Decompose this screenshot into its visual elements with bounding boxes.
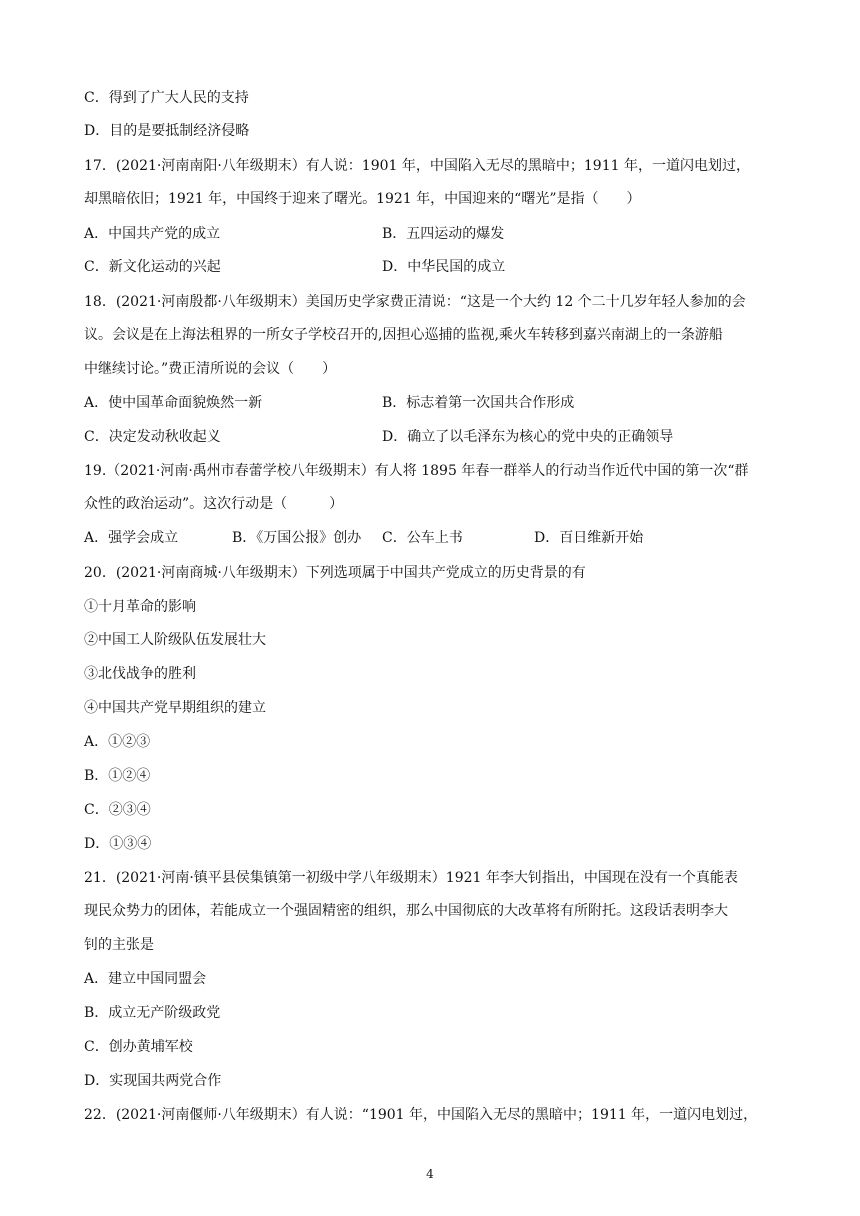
q18-stem-line3: 中继续讨论。”费正清所说的会议（ ） bbox=[84, 361, 337, 377]
page-number: 4 bbox=[426, 1167, 434, 1181]
q18-stem-line2: 议。会议是在上海法租界的一所女子学校召开的,因担心巡捕的监视,乘火车转移到嘉兴南湖上的一条游船 bbox=[84, 327, 723, 343]
q18-option-b: B．标志着第一次国共合作形成 bbox=[382, 395, 575, 411]
q17-option-d: D．中华民国的成立 bbox=[382, 259, 506, 275]
q21-stem-line2: 现民众势力的团体，若能成立一个强固精密的组织，那么中国彻底的大改革将有所附托。这段话表明李大 bbox=[84, 903, 728, 919]
q20-stem: 20．(2021·河南商城·八年级期末）下列选项属于中国共产党成立的历史背景的有 bbox=[84, 565, 586, 581]
q19-option-a: A．强学会成立 bbox=[84, 530, 179, 546]
q19-options-row bbox=[84, 528, 780, 548]
q16-option-c: C．得到了广大人民的支持 bbox=[84, 90, 249, 106]
q19-stem-line1: 19.（2021·河南·禹州市春蕾学校八年级期末）有人将 1895 年春一群举人的行动当作近代中国的第一次“群 bbox=[84, 463, 749, 479]
q18-option-c: C．决定发动秋收起义 bbox=[84, 429, 221, 445]
q17-stem-line1: 17．(2021·河南南阳·八年级期末）有人说：1901 年，中国陷入无尽的黑暗中；1911 年，一道闪电划过， bbox=[84, 158, 750, 174]
q17-option-b: B．五四运动的爆发 bbox=[382, 226, 505, 242]
q20-option-d: D．①③④ bbox=[84, 836, 152, 852]
q17-option-c: C．新文化运动的兴起 bbox=[84, 259, 221, 275]
q21-stem-line1: 21．(2021·河南·镇平县侯集镇第一初级中学八年级期末）1921 年李大钊指出，中国现在没有一个真能表 bbox=[84, 870, 738, 886]
q19-option-d: D．百日维新开始 bbox=[534, 530, 644, 546]
q21-option-a: A．建立中国同盟会 bbox=[84, 971, 207, 987]
q20-option-a: A．①②③ bbox=[84, 734, 151, 750]
q21-option-b: B．成立无产阶级政党 bbox=[84, 1005, 221, 1021]
q21-option-d: D．实现国共两党合作 bbox=[84, 1073, 222, 1089]
q16-option-d: D．目的是要抵制经济侵略 bbox=[84, 123, 250, 139]
q21-option-c: C．创办黄埔军校 bbox=[84, 1039, 193, 1055]
q20-item-4: ④中国共产党早期组织的建立 bbox=[84, 700, 266, 716]
q17-options-row1 bbox=[84, 224, 780, 244]
q20-option-b: B．①②④ bbox=[84, 768, 151, 784]
q19-stem-line2: 众性的政治运动”。这次行动是（ ） bbox=[84, 496, 344, 512]
q19-option-b: B．《万国公报》创办 bbox=[232, 530, 362, 546]
q19-option-c: C．公车上书 bbox=[382, 530, 463, 546]
q18-options-row2 bbox=[84, 427, 780, 447]
q20-item-2: ②中国工人阶级队伍发展壮大 bbox=[84, 632, 266, 648]
q21-stem-line3: 钊的主张是 bbox=[84, 937, 154, 953]
q17-stem-line2: 却黑暗依旧；1921 年，中国终于迎来了曙光。1921 年，中国迎来的“曙光”是指（ ） bbox=[84, 191, 641, 207]
q22-stem-line1: 22．(2021·河南偃师·八年级期末）有人说：“1901 年，中国陷入无尽的黑暗中；1911 年，一道闪电划过， bbox=[84, 1107, 758, 1123]
q20-option-c: C．②③④ bbox=[84, 802, 151, 818]
q18-option-a: A．使中国革命面貌焕然一新 bbox=[84, 395, 263, 411]
q18-stem-line1: 18．(2021·河南殷都·八年级期末）美国历史学家费正清说：“这是一个大约 12 个二十几岁年轻人参加的会 bbox=[84, 294, 746, 310]
q18-option-d: D．确立了以毛泽东为核心的党中央的正确领导 bbox=[382, 429, 674, 445]
q17-options-row2 bbox=[84, 257, 780, 277]
q18-options-row1 bbox=[84, 393, 780, 413]
q20-item-3: ③北伐战争的胜利 bbox=[84, 666, 196, 682]
q17-option-a: A．中国共产党的成立 bbox=[84, 226, 221, 242]
q20-item-1: ①十月革命的影响 bbox=[84, 599, 196, 615]
